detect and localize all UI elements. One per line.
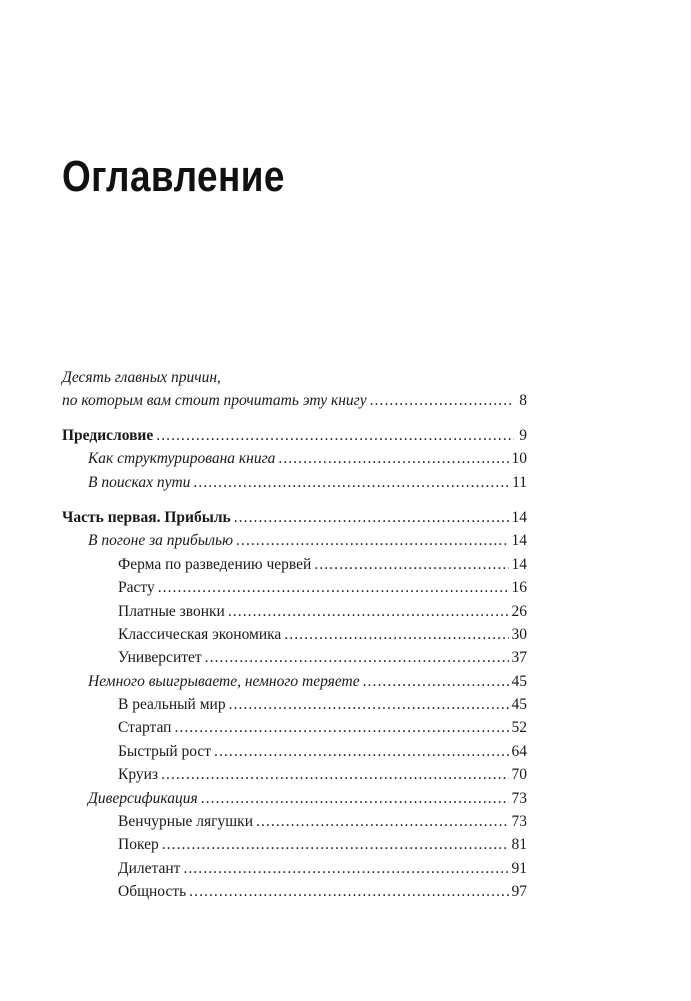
toc-entry-label: Покер — [118, 836, 159, 854]
toc-entry-label: В поисках пути — [88, 473, 191, 491]
toc-entry-chapter[interactable] — [62, 763, 527, 786]
dot-leader — [161, 763, 508, 786]
toc-entry-label: Университет — [118, 649, 202, 667]
dot-leader — [363, 670, 509, 693]
dot-leader — [314, 553, 508, 576]
toc-entry-section[interactable] — [62, 529, 527, 552]
toc-entry-chapter[interactable] — [62, 880, 527, 903]
toc-page-number: 45 — [511, 672, 527, 690]
toc-entry-label: Ферма по разведению червей — [118, 555, 312, 573]
table-of-contents — [62, 366, 527, 904]
toc-page-number: 91 — [511, 859, 527, 877]
toc-page-number: 70 — [511, 766, 527, 784]
toc-page-number: 30 — [511, 625, 527, 643]
toc-entry-chapter[interactable] — [62, 693, 527, 716]
toc-entry-label: Классическая экономика — [118, 625, 282, 643]
toc-entry-label: Предисловие — [62, 426, 154, 444]
toc-entry-label: Круиз — [118, 766, 159, 784]
dot-leader — [234, 506, 509, 529]
toc-page-number: 52 — [511, 719, 527, 737]
dot-leader — [201, 787, 509, 810]
dot-leader — [162, 833, 509, 856]
toc-page-number: 73 — [511, 813, 527, 831]
toc-entry-label: Часть первая. Прибыль — [62, 508, 231, 526]
dot-leader — [183, 857, 508, 880]
toc-page-number: 73 — [511, 789, 527, 807]
toc-entry-chapter[interactable] — [62, 810, 527, 833]
toc-entry-chapter[interactable] — [62, 833, 527, 856]
dot-leader — [189, 880, 508, 903]
toc-entry-label: В погоне за прибылью — [88, 532, 234, 550]
toc-entry-chapter[interactable] — [62, 553, 527, 576]
toc-entry-part1[interactable] — [62, 506, 527, 529]
toc-entry-label: Стартап — [118, 719, 172, 737]
toc-page-number: 14 — [511, 508, 527, 526]
toc-entry-intro[interactable] — [62, 389, 527, 412]
toc-entry-label: Дилетант — [118, 859, 181, 877]
toc-page-number: 81 — [511, 836, 527, 854]
toc-entry-chapter[interactable] — [62, 740, 527, 763]
toc-entry-label: Платные звонки — [118, 602, 225, 620]
toc-entry-chapter[interactable] — [62, 857, 527, 880]
toc-page-number: 9 — [519, 426, 527, 444]
dot-leader — [228, 600, 509, 623]
toc-entry-label: Как структурирована книга — [88, 450, 276, 468]
dot-leader — [193, 471, 509, 494]
toc-page-number: 14 — [511, 532, 527, 550]
toc-page-number: 14 — [511, 555, 527, 573]
toc-intro-line1: Десять главных причин, — [62, 369, 221, 386]
toc-page-number: 97 — [511, 883, 527, 901]
toc-entry-chapter[interactable] — [62, 576, 527, 599]
toc-entry-label: Общность — [118, 883, 187, 901]
toc-entry-label: Быстрый рост — [118, 742, 212, 760]
dot-leader — [278, 447, 508, 470]
toc-entry-label: Немного выигрываете, немного теряете — [88, 672, 360, 690]
toc-entry-label: Расту — [118, 579, 155, 597]
dot-leader — [284, 623, 508, 646]
toc-entry-label: Венчурные лягушки — [118, 813, 254, 831]
toc-entry-search-path[interactable] — [62, 471, 527, 494]
toc-entry-chapter[interactable] — [62, 600, 527, 623]
dot-leader — [214, 740, 508, 763]
toc-entry-section[interactable] — [62, 787, 527, 810]
toc-entry-preface[interactable] — [62, 424, 527, 447]
dot-leader — [156, 424, 514, 447]
toc-page-number: 64 — [511, 742, 527, 760]
toc-entry-chapter[interactable] — [62, 646, 527, 669]
toc-page-number: 37 — [511, 649, 527, 667]
dot-leader — [256, 810, 508, 833]
toc-page-number: 10 — [511, 450, 527, 468]
toc-page-number: 11 — [512, 473, 527, 491]
toc-entry-label: Диверсификация — [88, 789, 198, 807]
dot-leader — [158, 576, 509, 599]
dot-leader — [174, 716, 508, 739]
toc-page-number: 8 — [519, 392, 527, 410]
toc-entry-chapter[interactable] — [62, 716, 527, 739]
toc-entry-label: по которым вам стоит прочитать эту книгу — [62, 392, 367, 410]
toc-entry-structure[interactable] — [62, 447, 527, 470]
toc-entry-section[interactable] — [62, 670, 527, 693]
toc-entry-label: В реальный мир — [118, 696, 226, 714]
dot-leader — [236, 529, 508, 552]
page-title: Оглавление — [62, 152, 285, 201]
toc-page-number: 45 — [511, 696, 527, 714]
dot-leader — [370, 389, 514, 412]
toc-entry-chapter[interactable] — [62, 623, 527, 646]
dot-leader — [205, 646, 509, 669]
toc-page-number: 26 — [511, 602, 527, 620]
toc-page-number: 16 — [511, 579, 527, 597]
dot-leader — [229, 693, 509, 716]
